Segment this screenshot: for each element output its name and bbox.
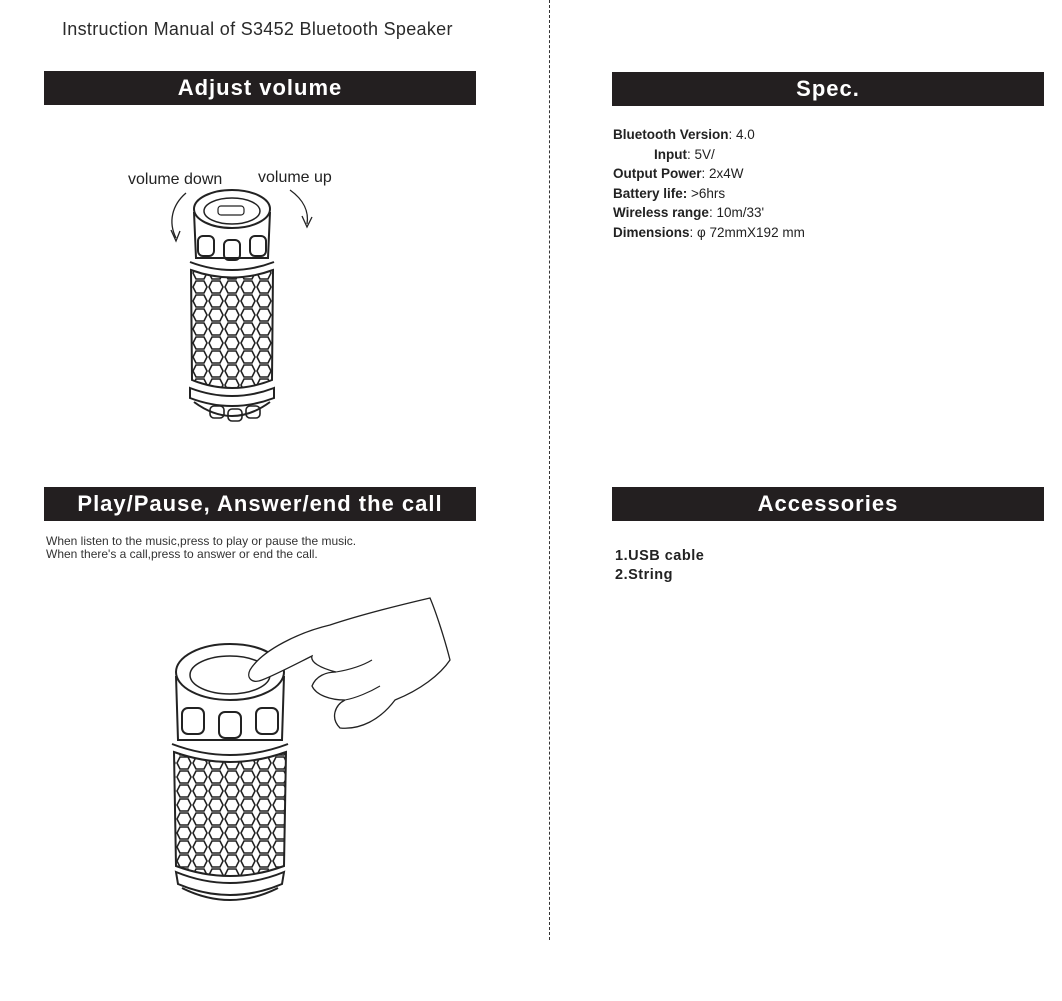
spec-value: : 2x4W	[701, 166, 744, 181]
spec-value: : 4.0	[728, 127, 755, 142]
volume-up-arrow-icon	[290, 190, 307, 224]
spec-key: Dimensions	[613, 224, 690, 240]
spec-heading: Spec.	[612, 72, 1044, 106]
spec-key: Wireless range	[613, 205, 709, 220]
volume-up-label: volume up	[258, 169, 332, 186]
spec-row-output-power	[613, 164, 805, 184]
play-pause-line-1: When listen to the music,press to play or pause the music.	[46, 534, 357, 548]
spec-key: Input	[654, 146, 687, 162]
volume-down-label: volume down	[128, 171, 223, 188]
finger-pointing-icon	[249, 598, 450, 728]
spec-row-bluetooth-version	[613, 125, 805, 145]
play-pause-heading: Play/Pause, Answer/end the call	[44, 487, 476, 521]
accessories-heading: Accessories	[612, 487, 1044, 521]
spec-key: Output Power	[613, 166, 702, 181]
spec-row-input	[613, 145, 805, 165]
spec-row-dimensions	[613, 223, 805, 243]
play-pause-instructions	[46, 535, 356, 561]
spec-value: : 5V/	[687, 146, 715, 162]
speaker-press-illustration-icon	[172, 644, 288, 900]
spec-key: Battery life:	[613, 185, 688, 201]
spec-value: : 10m/33'	[708, 205, 765, 220]
spec-value: : φ 72mmX192 mm	[689, 224, 805, 240]
spec-value: >6hrs	[687, 185, 726, 201]
adjust-volume-heading: Adjust volume	[44, 71, 476, 105]
accessory-item: 1.USB cable	[615, 548, 705, 564]
volume-down-arrow-icon	[172, 193, 186, 238]
play-pause-line-2: When there's a call,press to answer or end the call.	[46, 547, 318, 561]
accessory-item: 2.String	[615, 567, 673, 583]
spec-row-battery-life	[613, 184, 805, 204]
spec-list	[613, 125, 805, 242]
speaker-top-view-icon	[190, 190, 274, 421]
document-title: Instruction Manual of S3452 Bluetooth Speaker	[62, 19, 453, 39]
spec-row-wireless-range	[613, 203, 805, 223]
accessories-list	[615, 547, 704, 585]
spec-key: Bluetooth Version	[613, 127, 729, 142]
